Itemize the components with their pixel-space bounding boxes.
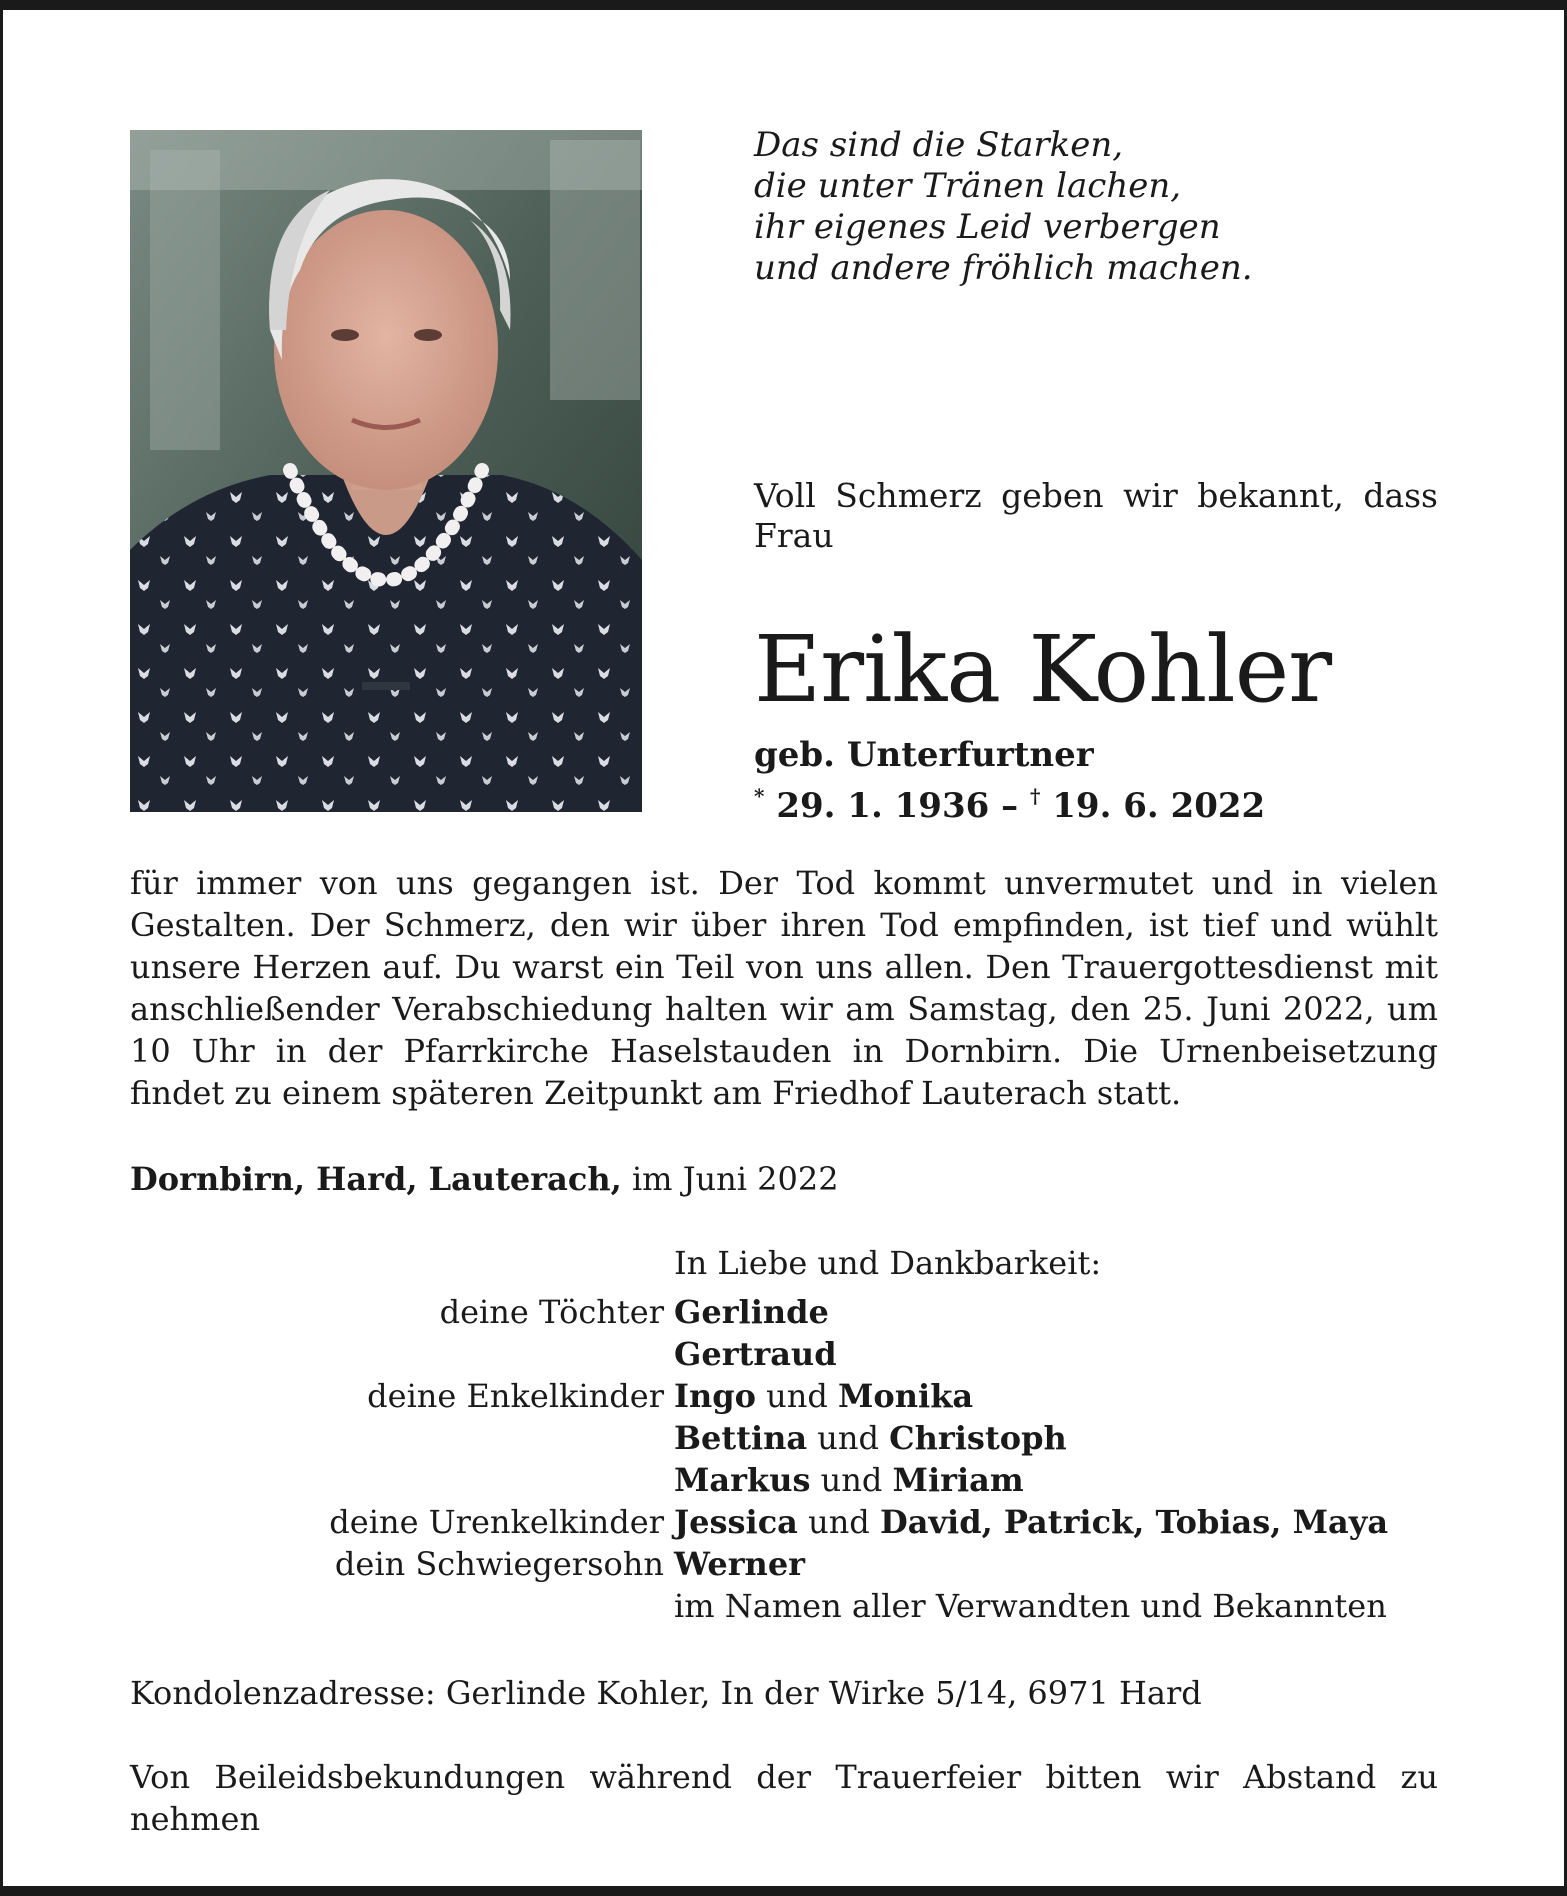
family-row	[0, 1375, 1567, 1417]
memorial-quote	[754, 125, 1454, 289]
death-symbol: †	[1029, 784, 1041, 808]
family-connector: im Namen aller Verwandten und Bekannten	[674, 1587, 1387, 1625]
family-row	[0, 1501, 1567, 1543]
family-names	[674, 1543, 805, 1585]
family-role: deine Enkelkinder	[367, 1377, 664, 1415]
family-names	[674, 1333, 837, 1375]
family-role: deine Urenkelkinder	[329, 1503, 664, 1541]
family-row	[0, 1459, 1567, 1501]
quote-line: Das sind die Starken,	[754, 125, 1124, 165]
family-role: deine Töchter	[439, 1293, 664, 1331]
life-dates	[754, 776, 1265, 826]
family-member-name: Markus	[674, 1461, 811, 1499]
family-row	[0, 1291, 1567, 1333]
family-member-name: Monika	[838, 1377, 974, 1415]
place-date-line	[130, 1158, 839, 1200]
condolence-request: Von Beileidsbekundungen während der Trauerfeier bitten wir Abstand zu nehmen	[130, 1758, 1438, 1838]
portrait-image-icon	[130, 130, 642, 812]
death-date: 19. 6. 2022	[1052, 786, 1266, 826]
family-connector: und	[810, 1461, 893, 1499]
announcement-intro: Voll Schmerz geben wir bekannt, dass Frau	[754, 476, 1438, 555]
family-connector: und	[797, 1503, 880, 1541]
notice-body: für immer von uns gegangen ist. Der Tod kommt unvermutet und in vielen Gestalten. Der Schmerz, den wir über ihren Tod empfinden, ist tief und wühlt unsere Herzen auf. Du warst ein Teil von uns allen. Den Trauergottesdienst mit anschließender Verabschiedung halten wir am Samstag, den 25. Juni 2022, um 10 Uhr in der Pfarrkirche Haselstauden in Dornbirn. Die Urnenbeisetzung findet zu einem späteren Zeitpunkt am Friedhof Lauterach statt.	[130, 864, 1438, 1112]
family-row	[0, 1333, 1567, 1375]
family-row	[0, 1543, 1567, 1585]
family-names	[674, 1501, 1388, 1543]
birth-symbol: *	[754, 784, 765, 808]
family-member-name: Gerlinde	[674, 1293, 829, 1331]
quote-line: ihr eigenes Leid verbergen	[754, 207, 1221, 247]
family-member-name: Werner	[674, 1545, 806, 1583]
notice-date: im Juni 2022	[621, 1160, 839, 1198]
family-names	[674, 1459, 1024, 1501]
family-member-name: Miriam	[892, 1461, 1024, 1499]
family-list	[0, 1291, 1567, 1627]
family-names	[674, 1291, 829, 1333]
quote-line: und andere fröhlich machen.	[754, 248, 1253, 288]
family-connector: und	[755, 1377, 838, 1415]
family-names	[674, 1417, 1067, 1459]
family-member-name: Bettina	[674, 1419, 808, 1457]
family-member-name: Ingo	[674, 1377, 756, 1415]
family-member-name: David, Patrick, Tobias, Maya	[879, 1503, 1389, 1541]
family-member-name: Jessica	[674, 1503, 798, 1541]
family-member-name: Christoph	[889, 1419, 1067, 1457]
condolence-address: Kondolenzadresse: Gerlinde Kohler, In der Wirke 5/14, 6971 Hard	[130, 1674, 1202, 1712]
date-separator: –	[989, 786, 1030, 826]
family-row	[0, 1585, 1567, 1627]
places: Dornbirn, Hard, Lauterach,	[130, 1160, 622, 1198]
portrait-photo	[130, 130, 642, 812]
maiden-name: geb. Unterfurtner	[754, 735, 1094, 775]
quote-line: die unter Tränen lachen,	[754, 166, 1182, 206]
thanks-line: In Liebe und Dankbarkeit:	[674, 1244, 1102, 1282]
family-names	[674, 1375, 973, 1417]
family-row	[0, 1417, 1567, 1459]
family-connector: und	[807, 1419, 890, 1457]
family-names	[674, 1585, 1387, 1627]
birth-date: 29. 1. 1936	[776, 786, 990, 826]
deceased-name: Erika Kohler	[754, 616, 1332, 723]
family-member-name: Gertraud	[674, 1335, 837, 1373]
family-role: dein Schwiegersohn	[334, 1545, 664, 1583]
